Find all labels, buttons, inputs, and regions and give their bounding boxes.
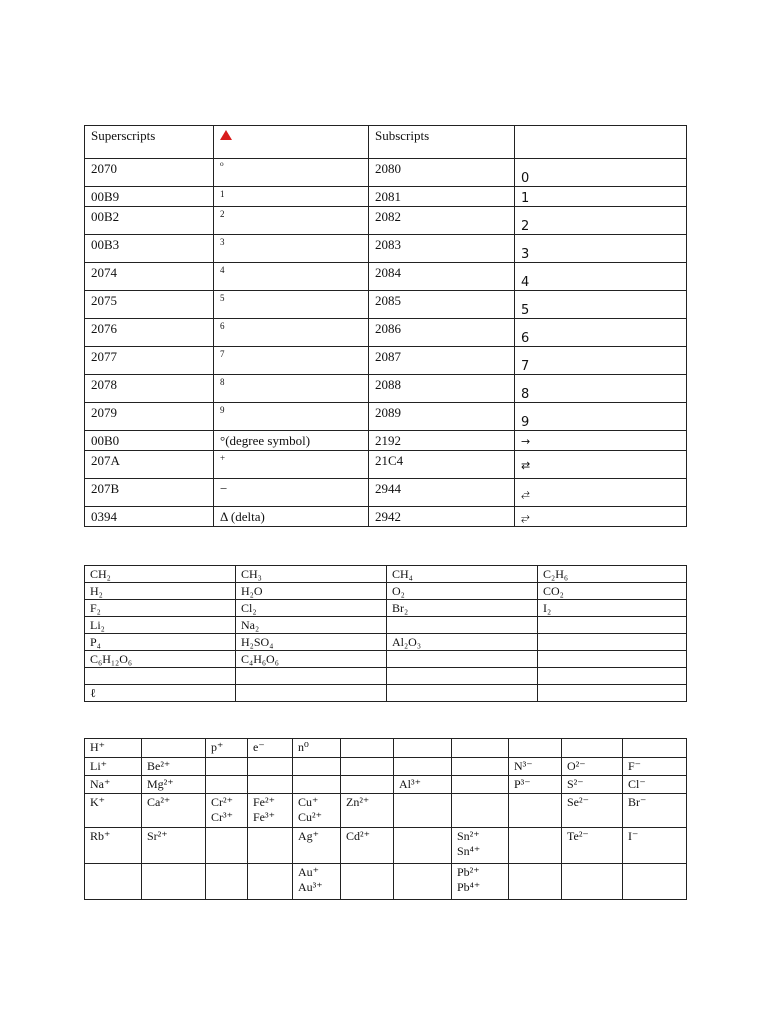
subscript-glyph: 6 bbox=[515, 319, 687, 347]
subscript-glyph: 8 bbox=[515, 375, 687, 403]
table-row bbox=[85, 431, 687, 451]
superscript-code: 2079 bbox=[85, 403, 214, 431]
ion-cell: Zn²⁺ bbox=[341, 794, 394, 828]
formula-cell: C₂H₆ bbox=[538, 566, 687, 583]
formula-cell: CH₂ bbox=[85, 566, 236, 583]
superscript-glyph: − bbox=[214, 479, 369, 507]
ion-cell bbox=[341, 739, 394, 758]
ion-cell bbox=[248, 776, 293, 794]
subscript-glyph: ⥂ bbox=[515, 507, 687, 527]
subscript-glyph: 3 bbox=[515, 235, 687, 263]
table-row bbox=[85, 319, 687, 347]
ion-cell: Pb²⁺ Pb⁴⁺ bbox=[452, 864, 509, 900]
table-row bbox=[85, 451, 687, 479]
ion-cell: n⁰ bbox=[293, 739, 341, 758]
formula-row bbox=[85, 634, 687, 651]
ion-cell bbox=[248, 864, 293, 900]
formula-row bbox=[85, 685, 687, 702]
formula-cell: H₂SO₄ bbox=[236, 634, 387, 651]
ion-cell: Se²⁻ bbox=[562, 794, 623, 828]
ion-row bbox=[85, 828, 687, 864]
superscript-glyph: 1 bbox=[214, 187, 369, 207]
ion-cell bbox=[394, 739, 452, 758]
ion-cell bbox=[206, 758, 248, 776]
unicode-codes-body bbox=[85, 126, 687, 527]
superscript-glyph: 8 bbox=[214, 375, 369, 403]
superscript-glyph: ⁰ bbox=[214, 159, 369, 187]
ion-cell bbox=[623, 739, 687, 758]
ion-cell bbox=[394, 794, 452, 828]
formula-cell: CH₃ bbox=[236, 566, 387, 583]
ion-cell bbox=[142, 739, 206, 758]
subscript-code: 2084 bbox=[369, 263, 515, 291]
table-row bbox=[85, 187, 687, 207]
table-row bbox=[85, 507, 687, 527]
subscript-glyph: 0 bbox=[515, 159, 687, 187]
ion-cell bbox=[142, 864, 206, 900]
ion-cell bbox=[341, 864, 394, 900]
ion-cell: O²⁻ bbox=[562, 758, 623, 776]
formula-cell: Na₂ bbox=[236, 617, 387, 634]
formula-cell bbox=[538, 668, 687, 685]
ion-cell: e⁻ bbox=[248, 739, 293, 758]
subscript-glyph: ⥄ bbox=[515, 479, 687, 507]
header-cell: Subscripts bbox=[369, 126, 515, 159]
subscript-glyph: → bbox=[515, 431, 687, 451]
formula-cell: CO₂ bbox=[538, 583, 687, 600]
superscript-glyph: 4 bbox=[214, 263, 369, 291]
superscript-code: 2077 bbox=[85, 347, 214, 375]
superscript-glyph: 9 bbox=[214, 403, 369, 431]
ion-cell: Sr²⁺ bbox=[142, 828, 206, 864]
subscript-code: 2085 bbox=[369, 291, 515, 319]
formula-cell: Br₂ bbox=[387, 600, 538, 617]
ion-cell bbox=[206, 776, 248, 794]
ion-cell: Br⁻ bbox=[623, 794, 687, 828]
ion-cell bbox=[509, 739, 562, 758]
ion-cell bbox=[562, 739, 623, 758]
formula-cell: F₂ bbox=[85, 600, 236, 617]
ion-cell bbox=[452, 758, 509, 776]
ion-row bbox=[85, 758, 687, 776]
ion-cell: I⁻ bbox=[623, 828, 687, 864]
subscript-code: 2942 bbox=[369, 507, 515, 527]
ion-cell bbox=[509, 794, 562, 828]
ion-cell: N³⁻ bbox=[509, 758, 562, 776]
formula-cell bbox=[85, 668, 236, 685]
formula-cell: Cl₂ bbox=[236, 600, 387, 617]
ion-cell: Sn²⁺ Sn⁴⁺ bbox=[452, 828, 509, 864]
ion-cell: Cr²⁺ Cr³⁺ bbox=[206, 794, 248, 828]
table-row bbox=[85, 403, 687, 431]
formula-cell bbox=[387, 668, 538, 685]
formula-row bbox=[85, 617, 687, 634]
superscript-glyph: 6 bbox=[214, 319, 369, 347]
formula-cell: O₂ bbox=[387, 583, 538, 600]
ion-cell: F⁻ bbox=[623, 758, 687, 776]
ion-cell: Cu⁺ Cu²⁺ bbox=[293, 794, 341, 828]
superscript-glyph: 7 bbox=[214, 347, 369, 375]
ion-row bbox=[85, 739, 687, 758]
subscript-code: 2088 bbox=[369, 375, 515, 403]
ion-cell bbox=[206, 828, 248, 864]
ion-cell bbox=[341, 758, 394, 776]
formula-row bbox=[85, 566, 687, 583]
subscript-code: 2083 bbox=[369, 235, 515, 263]
subscript-code: 2081 bbox=[369, 187, 515, 207]
subscript-glyph: 5 bbox=[515, 291, 687, 319]
table-row bbox=[85, 159, 687, 187]
superscript-code: 00B3 bbox=[85, 235, 214, 263]
ion-cell bbox=[452, 776, 509, 794]
ion-cell: p⁺ bbox=[206, 739, 248, 758]
formula-row bbox=[85, 600, 687, 617]
superscript-glyph: + bbox=[214, 451, 369, 479]
ion-cell: Fe²⁺ Fe³⁺ bbox=[248, 794, 293, 828]
subscript-glyph: ⇄ bbox=[515, 451, 687, 479]
table-row bbox=[85, 479, 687, 507]
superscript-code: 2074 bbox=[85, 263, 214, 291]
formula-cell: ℓ bbox=[85, 685, 236, 702]
ion-cell bbox=[452, 739, 509, 758]
superscript-glyph: Δ (delta) bbox=[214, 507, 369, 527]
subscript-code: 2080 bbox=[369, 159, 515, 187]
formula-cell: C₄H₆O₆ bbox=[236, 651, 387, 668]
table-row bbox=[85, 375, 687, 403]
formula-cell bbox=[538, 685, 687, 702]
superscript-glyph: °(degree symbol) bbox=[214, 431, 369, 451]
superscript-code: 2076 bbox=[85, 319, 214, 347]
ion-cell: Li⁺ bbox=[85, 758, 142, 776]
subscript-code: 2087 bbox=[369, 347, 515, 375]
superscript-code: 00B2 bbox=[85, 207, 214, 235]
superscript-code: 2075 bbox=[85, 291, 214, 319]
formula-cell: CH₄ bbox=[387, 566, 538, 583]
unicode-codes-table bbox=[84, 125, 687, 527]
formula-row bbox=[85, 668, 687, 685]
subscript-glyph: 9 bbox=[515, 403, 687, 431]
ion-row bbox=[85, 776, 687, 794]
ion-cell: K⁺ bbox=[85, 794, 142, 828]
ion-cell: Cl⁻ bbox=[623, 776, 687, 794]
ion-cell: Te²⁻ bbox=[562, 828, 623, 864]
superscript-code: 00B9 bbox=[85, 187, 214, 207]
formula-cell: C₆H₁₂O₆ bbox=[85, 651, 236, 668]
ions-table bbox=[84, 738, 687, 900]
ion-cell: Al³⁺ bbox=[394, 776, 452, 794]
formula-table bbox=[84, 565, 687, 702]
ions-body bbox=[85, 739, 687, 900]
table-header-row bbox=[85, 126, 687, 159]
ion-cell: Ag⁺ bbox=[293, 828, 341, 864]
ion-cell bbox=[293, 776, 341, 794]
formula-cell: Al₂O₃ bbox=[387, 634, 538, 651]
subscript-code: 2944 bbox=[369, 479, 515, 507]
ion-cell bbox=[452, 794, 509, 828]
formula-cell: P₄ bbox=[85, 634, 236, 651]
ion-cell bbox=[562, 864, 623, 900]
ion-cell bbox=[623, 864, 687, 900]
red-triangle-icon bbox=[220, 130, 232, 140]
ion-cell bbox=[85, 864, 142, 900]
formula-row bbox=[85, 583, 687, 600]
formula-cell bbox=[538, 634, 687, 651]
subscript-code: 2082 bbox=[369, 207, 515, 235]
superscript-glyph: 3 bbox=[214, 235, 369, 263]
ion-cell: Be²⁺ bbox=[142, 758, 206, 776]
ion-row bbox=[85, 794, 687, 828]
subscript-glyph: 7 bbox=[515, 347, 687, 375]
table-row bbox=[85, 291, 687, 319]
subscript-code: 21C4 bbox=[369, 451, 515, 479]
formula-cell bbox=[538, 617, 687, 634]
superscript-code: 00B0 bbox=[85, 431, 214, 451]
table-row bbox=[85, 263, 687, 291]
formula-row bbox=[85, 651, 687, 668]
table-row bbox=[85, 207, 687, 235]
ion-cell: Mg²⁺ bbox=[142, 776, 206, 794]
formula-cell: H₂O bbox=[236, 583, 387, 600]
superscript-glyph: 5 bbox=[214, 291, 369, 319]
ion-cell: Na⁺ bbox=[85, 776, 142, 794]
ion-cell: H⁺ bbox=[85, 739, 142, 758]
ion-cell bbox=[509, 864, 562, 900]
subscript-glyph: 4 bbox=[515, 263, 687, 291]
superscript-code: 2070 bbox=[85, 159, 214, 187]
ion-cell: Rb⁺ bbox=[85, 828, 142, 864]
superscript-code: 0394 bbox=[85, 507, 214, 527]
formula-body bbox=[85, 566, 687, 702]
formula-cell bbox=[387, 617, 538, 634]
ion-cell bbox=[341, 776, 394, 794]
ion-cell: Ca²⁺ bbox=[142, 794, 206, 828]
formula-cell bbox=[387, 651, 538, 668]
ion-cell: S²⁻ bbox=[562, 776, 623, 794]
ion-cell bbox=[394, 864, 452, 900]
table-row bbox=[85, 235, 687, 263]
ion-cell bbox=[248, 758, 293, 776]
subscript-code: 2089 bbox=[369, 403, 515, 431]
header-cell: Superscripts bbox=[85, 126, 214, 159]
formula-cell bbox=[387, 685, 538, 702]
superscript-code: 207A bbox=[85, 451, 214, 479]
ion-cell bbox=[293, 758, 341, 776]
ion-cell: Cd²⁺ bbox=[341, 828, 394, 864]
superscript-glyph: 2 bbox=[214, 207, 369, 235]
table-row bbox=[85, 347, 687, 375]
superscript-code: 207B bbox=[85, 479, 214, 507]
ion-row bbox=[85, 864, 687, 900]
ion-cell: P³⁻ bbox=[509, 776, 562, 794]
header-cell bbox=[515, 126, 687, 159]
header-cell bbox=[214, 126, 369, 159]
subscript-glyph: 2 bbox=[515, 207, 687, 235]
formula-cell bbox=[236, 668, 387, 685]
ion-cell: Au⁺ Au³⁺ bbox=[293, 864, 341, 900]
ion-cell bbox=[206, 864, 248, 900]
superscript-code: 2078 bbox=[85, 375, 214, 403]
formula-cell bbox=[236, 685, 387, 702]
ion-cell bbox=[394, 758, 452, 776]
ion-cell bbox=[509, 828, 562, 864]
formula-cell: H₂ bbox=[85, 583, 236, 600]
formula-cell: Li₂ bbox=[85, 617, 236, 634]
ion-cell bbox=[394, 828, 452, 864]
ion-cell bbox=[248, 828, 293, 864]
formula-cell: I₂ bbox=[538, 600, 687, 617]
subscript-code: 2192 bbox=[369, 431, 515, 451]
formula-cell bbox=[538, 651, 687, 668]
subscript-code: 2086 bbox=[369, 319, 515, 347]
subscript-glyph: 1 bbox=[515, 187, 687, 207]
